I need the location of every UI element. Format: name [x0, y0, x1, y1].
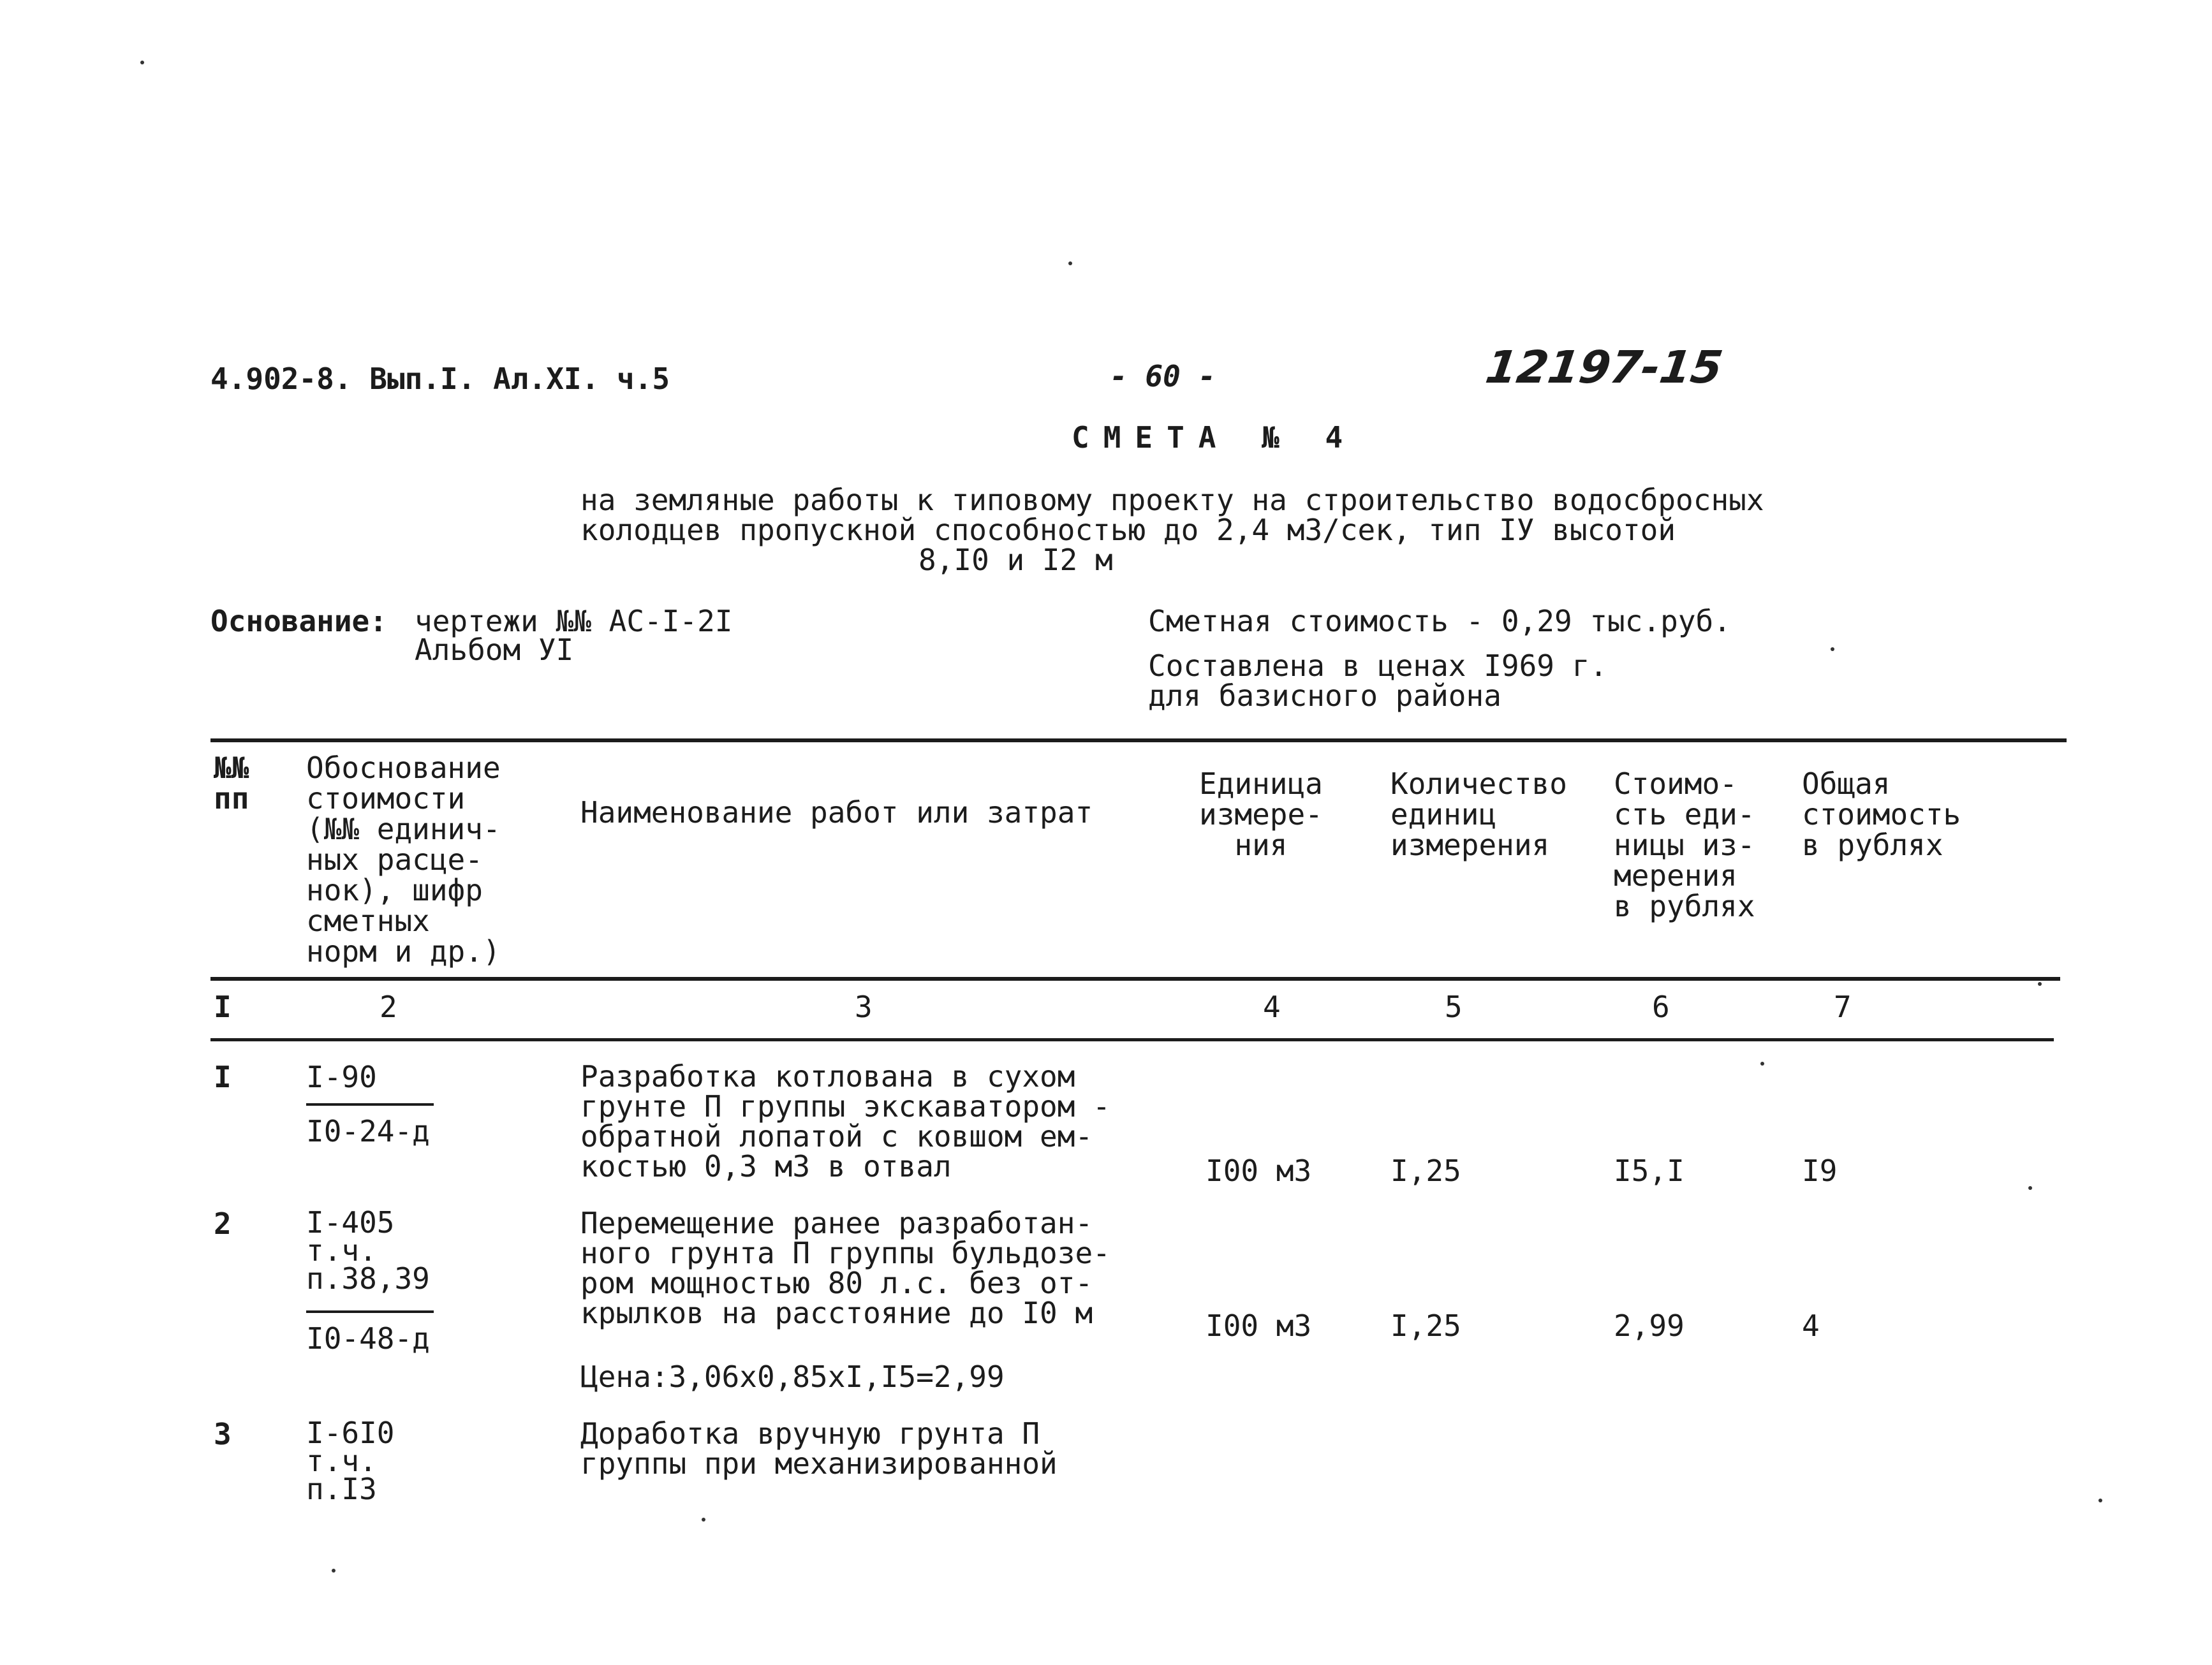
row-3-number: 3: [214, 1417, 232, 1451]
scan-speck: [140, 61, 144, 64]
scan-speck: [1831, 647, 1834, 651]
column-number-6: 6: [1652, 990, 1670, 1024]
column-numbers-rule: [210, 1038, 2054, 1041]
document-code: 4.902-8. Вып.I. Ал.XI. ч.5: [210, 362, 670, 396]
column-number-5: 5: [1445, 990, 1463, 1024]
row-1-unit: I00 м3: [1206, 1154, 1312, 1188]
row-2-unit-cost: 2,99: [1614, 1309, 1685, 1343]
row-2-number: 2: [214, 1207, 232, 1241]
subtitle-line-1: на земляные работы к типовому проекту на строительство водосбросных: [580, 483, 1764, 517]
price-basis-line-1: Составлена в ценах I969 г.: [1148, 649, 1608, 683]
subtitle-line-2: колодцев пропускной способностью до 2,4 м3/сек, тип IУ высотой: [580, 513, 1676, 547]
scan-speck: [1068, 261, 1072, 265]
column-number-4: 4: [1263, 990, 1281, 1024]
row-1-unit-cost: I5,I: [1614, 1154, 1685, 1188]
scan-speck: [2028, 1186, 2032, 1190]
header-basis: Обоснование стоимости (№№ единич- ных расце- нок), шифр сметных норм и др.): [306, 751, 501, 969]
header-total-cost: Общая стоимость в рублях: [1802, 766, 1961, 862]
row-2-basis-divider: [306, 1310, 434, 1313]
header-quantity: Количество единиц измерения: [1390, 766, 1567, 862]
column-number-1: I: [214, 990, 232, 1024]
row-1-basis-divider: [306, 1103, 434, 1106]
row-2-basis-top: I-405 т.ч. п.38,39: [306, 1205, 430, 1296]
basis-album: Альбом УI: [415, 633, 574, 667]
table-top-rule: [210, 738, 2067, 742]
column-number-3: 3: [855, 990, 873, 1024]
scan-speck: [1760, 1062, 1764, 1066]
row-1-basis-top: I-90: [306, 1060, 377, 1094]
row-3-basis-top: I-6I0 т.ч. п.I3: [306, 1416, 395, 1506]
row-1-work-name: Разработка котлована в сухом грунте П группы экскаватором - обратной лопатой с ковшом ем- костью 0,3 м3 в отвал: [580, 1059, 1110, 1184]
row-2-price-note: Цена:3,06х0,85хI,I5=2,99: [580, 1360, 1005, 1394]
header-work-name: Наименование работ или затрат: [580, 795, 1093, 830]
scan-speck: [332, 1569, 335, 1573]
document-title: СМЕТА № 4: [1072, 420, 1357, 455]
row-1-number: I: [214, 1060, 232, 1094]
row-2-unit: I00 м3: [1206, 1309, 1312, 1343]
scan-speck: [702, 1518, 705, 1522]
row-1-total: I9: [1802, 1154, 1838, 1188]
handwritten-number: 12197-15: [1482, 341, 1726, 393]
basis-drawings: чертежи №№ АС-I-2I: [415, 604, 733, 638]
column-number-2: 2: [380, 990, 397, 1024]
header-unit-cost: Стоимо- сть еди- ницы из- мерения в рублях: [1614, 766, 1755, 923]
estimate-cost: Сметная стоимость - 0,29 тыс.руб.: [1148, 604, 1731, 638]
header-bottom-rule: [210, 977, 2060, 981]
row-3-work-name: Доработка вручную грунта П группы при механизированной: [580, 1416, 1058, 1481]
row-2-basis-bottom: I0-48-д: [306, 1321, 430, 1356]
scan-speck: [2038, 982, 2042, 986]
row-2-total: 4: [1802, 1309, 1820, 1343]
basis-label: Основание:: [210, 604, 387, 638]
price-basis-line-2: для базисного района: [1148, 678, 1501, 713]
page-number: - 60 -: [1110, 359, 1216, 393]
subtitle-line-3: 8,I0 и I2 м: [918, 543, 1113, 577]
row-2-quantity: I,25: [1390, 1309, 1461, 1343]
header-number: №№ пп: [214, 751, 249, 816]
row-1-basis-bottom: I0-24-д: [306, 1114, 430, 1148]
row-1-quantity: I,25: [1390, 1154, 1461, 1188]
row-2-work-name: Перемещение ранее разработан- ного грунта П группы бульдозе- ром мощностью 80 л.с. без от- крылков на расстояние до I0 м: [580, 1206, 1110, 1330]
column-number-7: 7: [1834, 990, 1852, 1024]
header-unit: Единица измере- ния: [1199, 766, 1323, 862]
scan-speck: [2098, 1499, 2102, 1502]
